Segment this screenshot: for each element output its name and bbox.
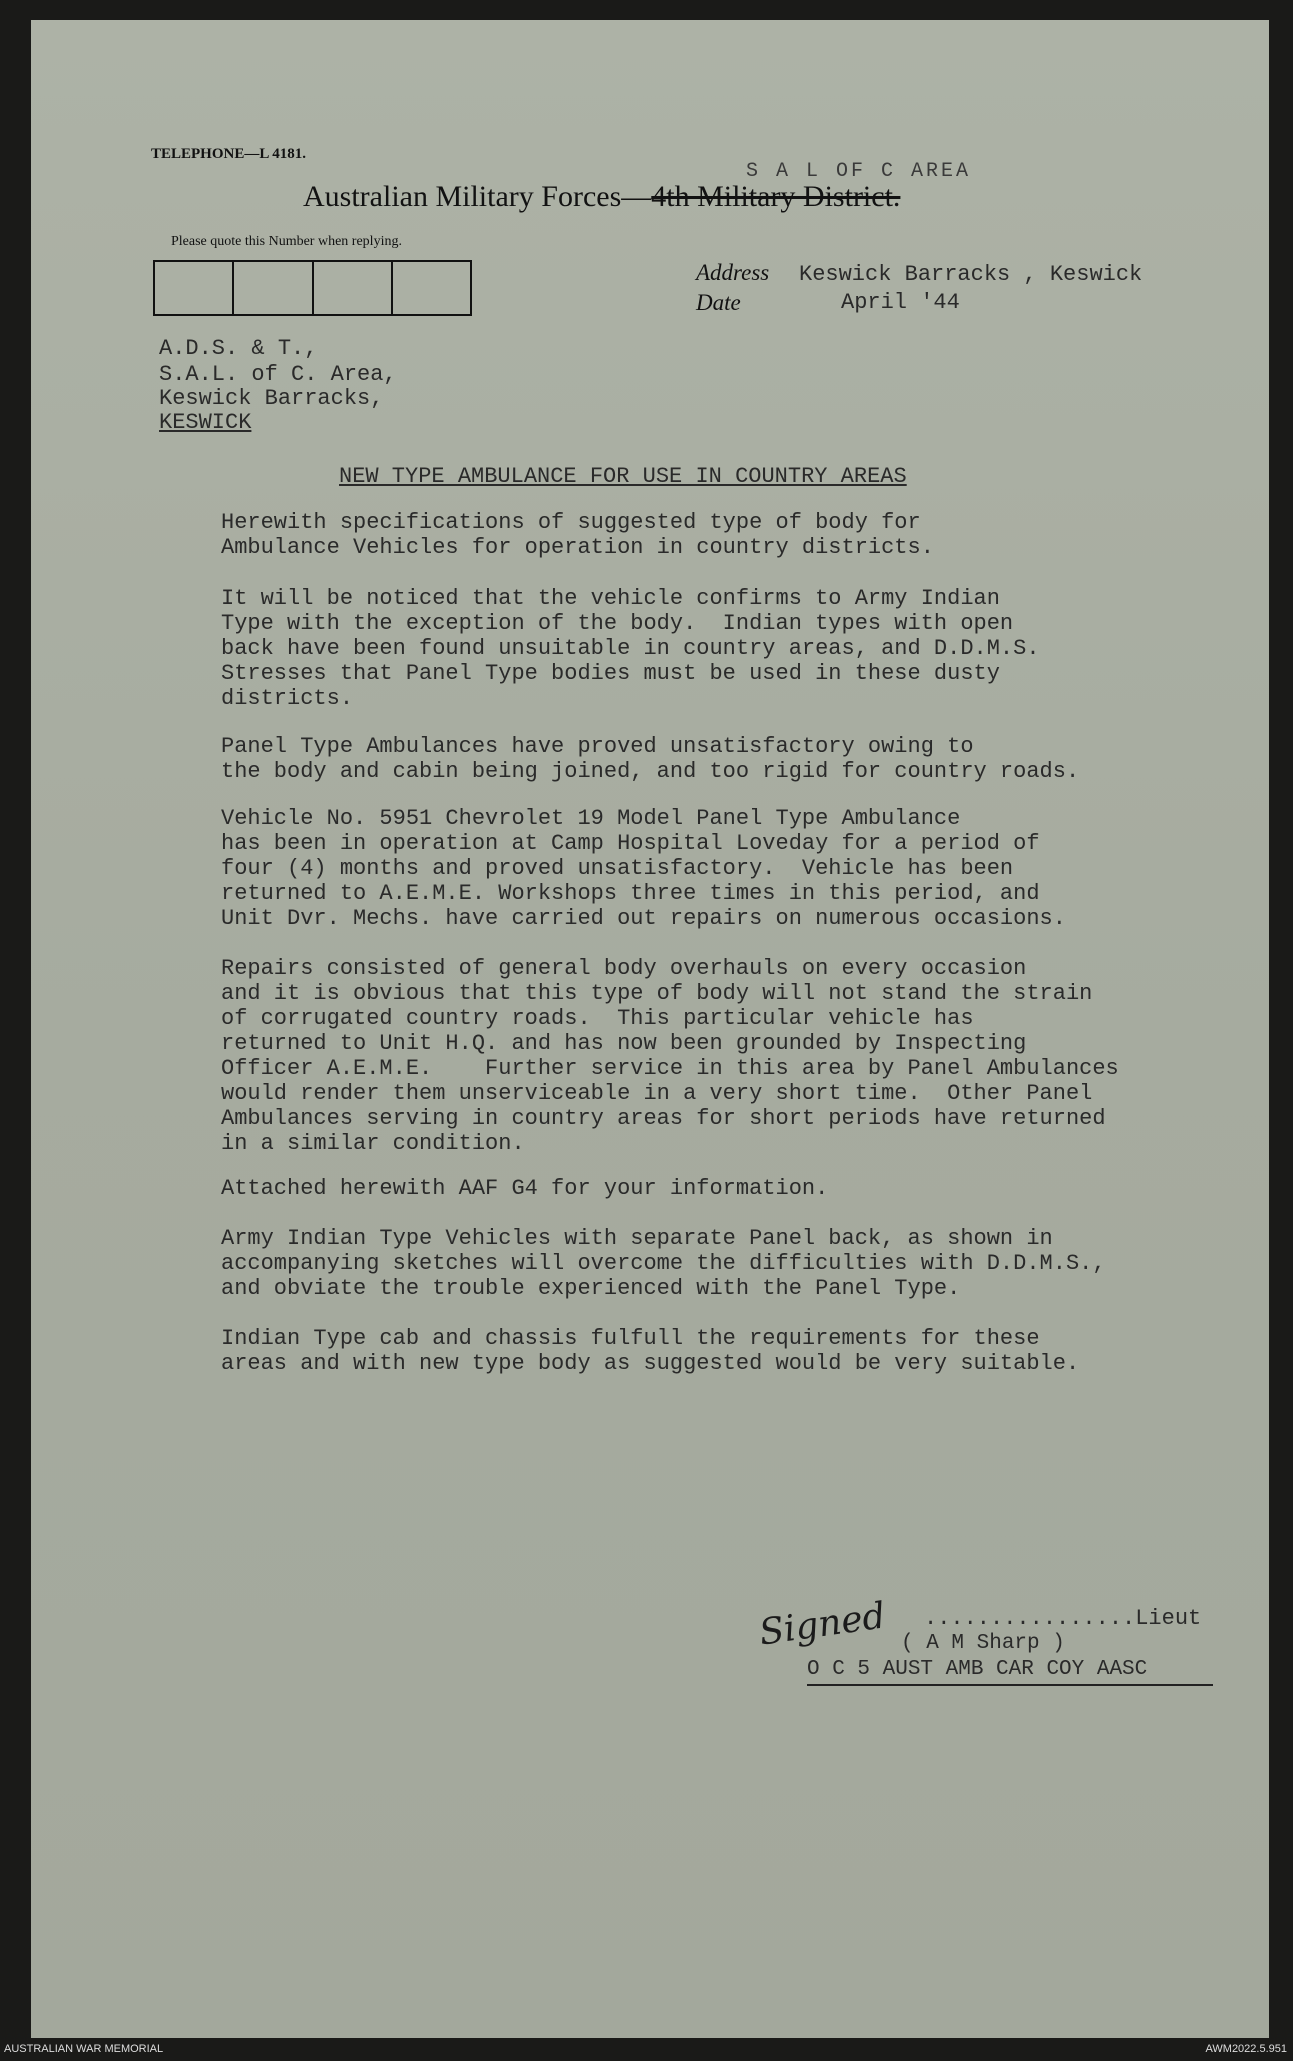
telephone-number: TELEPHONE—L 4181. — [151, 146, 307, 162]
signature-underline — [807, 1684, 1213, 1686]
date-label: Date — [696, 290, 741, 315]
body-paragraph: Repairs consisted of general body overhauls on every occasion and it is obvious that this type of body will not stand the strain of corrugated country roads. This particular vehicle has returned to Unit H.Q. and has now been grounded by Inspecting Officer A.E.M.E. Further service in this area by Panel Ambulances would render them unserviceable in a very short time. Other Panel Ambulances serving in country areas for short periods have returned in a similar condition. — [221, 956, 1119, 1156]
document-page — [31, 20, 1269, 2038]
recipient-city: KESWICK — [159, 410, 252, 435]
recipient-line: Keswick Barracks, — [159, 386, 384, 411]
address-value: Keswick Barracks , Keswick — [799, 262, 1143, 287]
reference-number-boxes — [153, 260, 472, 316]
date-value: April '44 — [841, 290, 960, 315]
signatory-name: ( A M Sharp ) — [901, 1632, 1065, 1655]
body-paragraph: Vehicle No. 5951 Chevrolet 19 Model Panel Type Ambulance has been in operation at Camp Hospital Loveday for a period of four (4) months and proved unsatisfactory. Vehicle has been returned to A.E.M.E. Workshops three times in this period, and Unit Dvr. Mechs. have carried out repairs on numerous occasions. — [221, 806, 1066, 931]
body-paragraph: Panel Type Ambulances have proved unsatisfactory owing to the body and cabin being joined, and too rigid for country roads. — [221, 734, 1080, 784]
forces-title: Australian Military Forces— — [303, 180, 652, 213]
reference-box — [393, 262, 470, 314]
footer-reference: AWM2022.5.951 — [1205, 2043, 1287, 2055]
struck-district: 4th Military District. — [651, 180, 901, 213]
body-paragraph: It will be noticed that the vehicle confirms to Army Indian Type with the exception of the body. Indian types with open back have been found unsuitable in country areas, and D.D.M.S. Stresses that Panel Type bodies must be used in these dusty districts. — [221, 586, 1040, 711]
area-overtype: S A L OF C AREA — [746, 160, 972, 183]
signature-rank: ................Lieut — [924, 1606, 1202, 1631]
body-paragraph: Army Indian Type Vehicles with separate Panel back, as shown in accompanying sketches will overcome the difficulties with D.D.M.S., and obviate the trouble experienced with the Panel Type. — [221, 1226, 1106, 1301]
reference-box — [234, 262, 313, 314]
body-paragraph: Attached herewith AAF G4 for your information. — [221, 1176, 829, 1201]
recipient-line: A.D.S. & T., — [159, 336, 318, 361]
quote-number-note: Please quote this Number when replying. — [171, 234, 402, 249]
recipient-line: S.A.L. of C. Area, — [159, 362, 397, 387]
reference-box — [314, 262, 393, 314]
subject-line: NEW TYPE AMBULANCE FOR USE IN COUNTRY AREAS — [339, 464, 907, 489]
reference-box — [155, 262, 234, 314]
body-paragraph: Indian Type cab and chassis fulfull the requirements for these areas and with new type body as suggested would be very suitable. — [221, 1326, 1080, 1376]
body-paragraph: Herewith specifications of suggested type of body for Ambulance Vehicles for operation in country districts. — [221, 510, 934, 560]
letterhead-title — [303, 180, 900, 214]
signatory-title: O C 5 AUST AMB CAR COY AASC — [807, 1658, 1148, 1681]
handwritten-signature: Signed — [756, 1595, 889, 1654]
footer-source: AUSTRALIAN WAR MEMORIAL — [4, 2043, 164, 2055]
address-label: Address — [696, 260, 770, 285]
